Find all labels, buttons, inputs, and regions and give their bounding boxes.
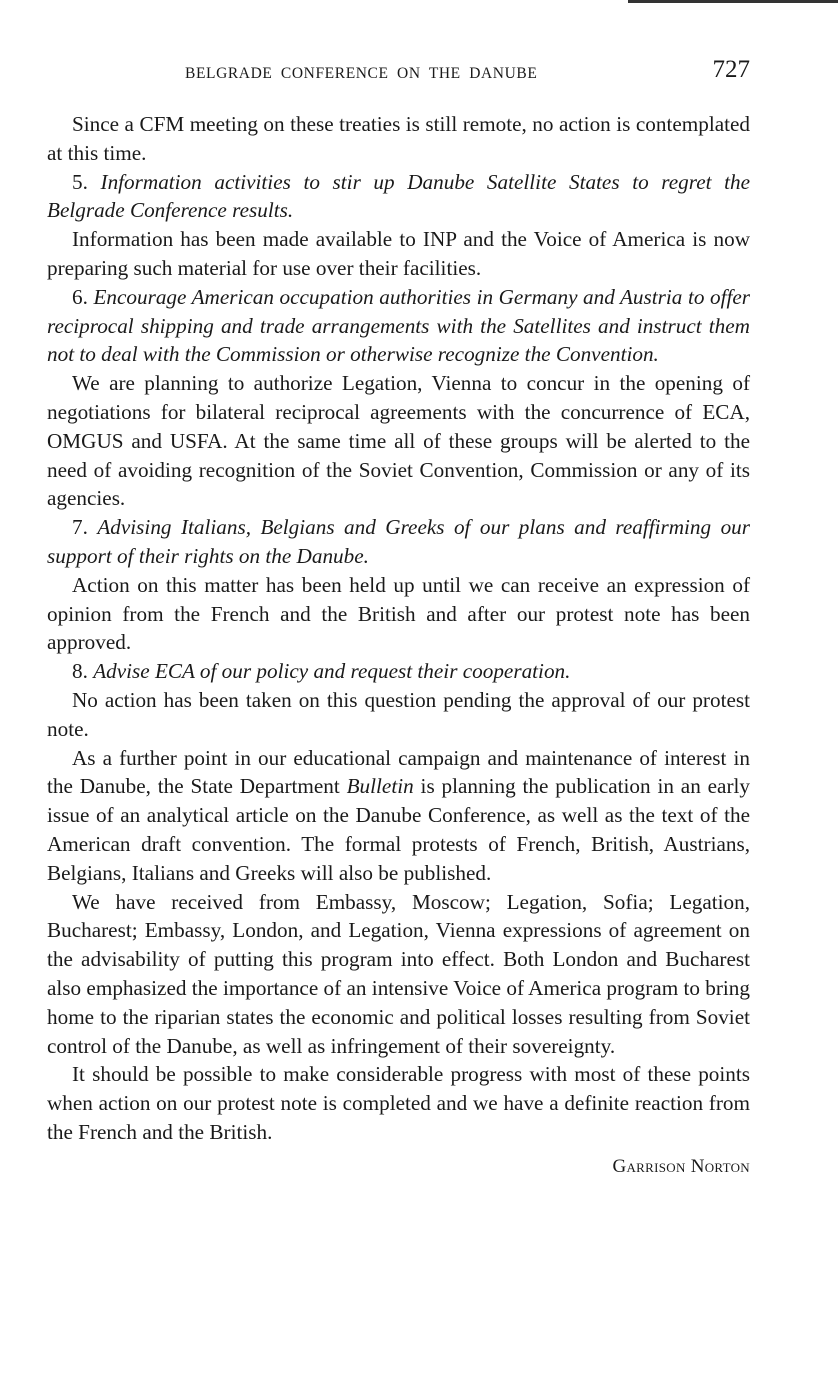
paragraph: Action on this matter has been held up until we can receive an expression of opinion from the French and the British and after our protest note has been approved. <box>47 572 750 655</box>
item-heading: Advising Italians, Belgians and Greeks of our plans and reaffirming our support of their rights on the Danube. <box>47 515 751 568</box>
body-text <box>47 110 750 1181</box>
item-heading: Information activities to stir up Danube Satellite States to regret the Belgrade Conference results. <box>47 169 751 223</box>
numbered-item-5 <box>47 168 750 226</box>
item-number: 7. <box>72 515 88 540</box>
item-heading: Advise ECA of our policy and request their cooperation. <box>93 659 571 684</box>
paragraph: Information has been made available to INP and the Voice of America is now preparing such material for use over their facilities. <box>47 227 750 280</box>
running-head <box>47 56 750 92</box>
item-number: 8. <box>72 659 88 684</box>
text: As a further point in our educational campaign and maintenance of interest in the Danube, the State Department <box>47 745 750 799</box>
paragraph-bulletin <box>47 744 750 888</box>
paragraph: We have received from Embassy, Moscow; Legation, Sofia; Legation, Bucharest; Embassy, London, and Legation, Vienna expressions of agreement on the advisability of putting this program into effect. Both London and Bucharest also emphasized the importance of an intensive Voice of America program to bring home to the riparian states the economic and political losses resulting from Soviet control of the Danube, as well as infringement of their sovereignty. <box>47 889 750 1058</box>
numbered-item-6 <box>47 283 750 369</box>
numbered-item-7 <box>47 513 750 571</box>
paragraph: Since a CFM meeting on these treaties is still remote, no action is contemplated at this time. <box>47 112 750 165</box>
text: is planning the publication in an early issue of an analytical article on the Danube Conference, as well as the text of the American draft convention. The formal protests of French, British, Austrians, Belgians, Italians and Greeks will also be published. <box>47 774 750 885</box>
page-number: 727 <box>712 56 750 83</box>
paragraph: It should be possible to make considerable progress with most of these points when action on our protest note is completed and we have a definite reaction from the French and the British. <box>47 1062 750 1144</box>
running-title: BELGRADE CONFERENCE ON THE DANUBE <box>185 65 538 82</box>
numbered-item-8 <box>47 657 750 686</box>
item-heading: Encourage American occupation authorities in Germany and Austria to offer reciprocal shipping and trade arrangements with the Satellites and instruct them not to deal with the Commission or otherwise recognize the Convention. <box>47 284 750 367</box>
item-number: 5. <box>72 169 88 194</box>
document-page <box>47 56 750 1181</box>
item-number: 6. <box>72 284 88 309</box>
page-edge-rule <box>628 0 838 3</box>
paragraph: We are planning to authorize Legation, Vienna to concur in the opening of negotiations for bilateral reciprocal agreements with the concurrence of ECA, OMGUS and USFA. At the same time all of these groups will be alerted to the need of avoiding recognition of the Soviet Convention, Commission or any of its agencies. <box>47 371 750 511</box>
paragraph: No action has been taken on this question pending the approval of our protest note. <box>47 687 750 741</box>
bulletin-title: Bulletin <box>346 774 414 799</box>
signature: Garrison Norton <box>612 1155 750 1177</box>
